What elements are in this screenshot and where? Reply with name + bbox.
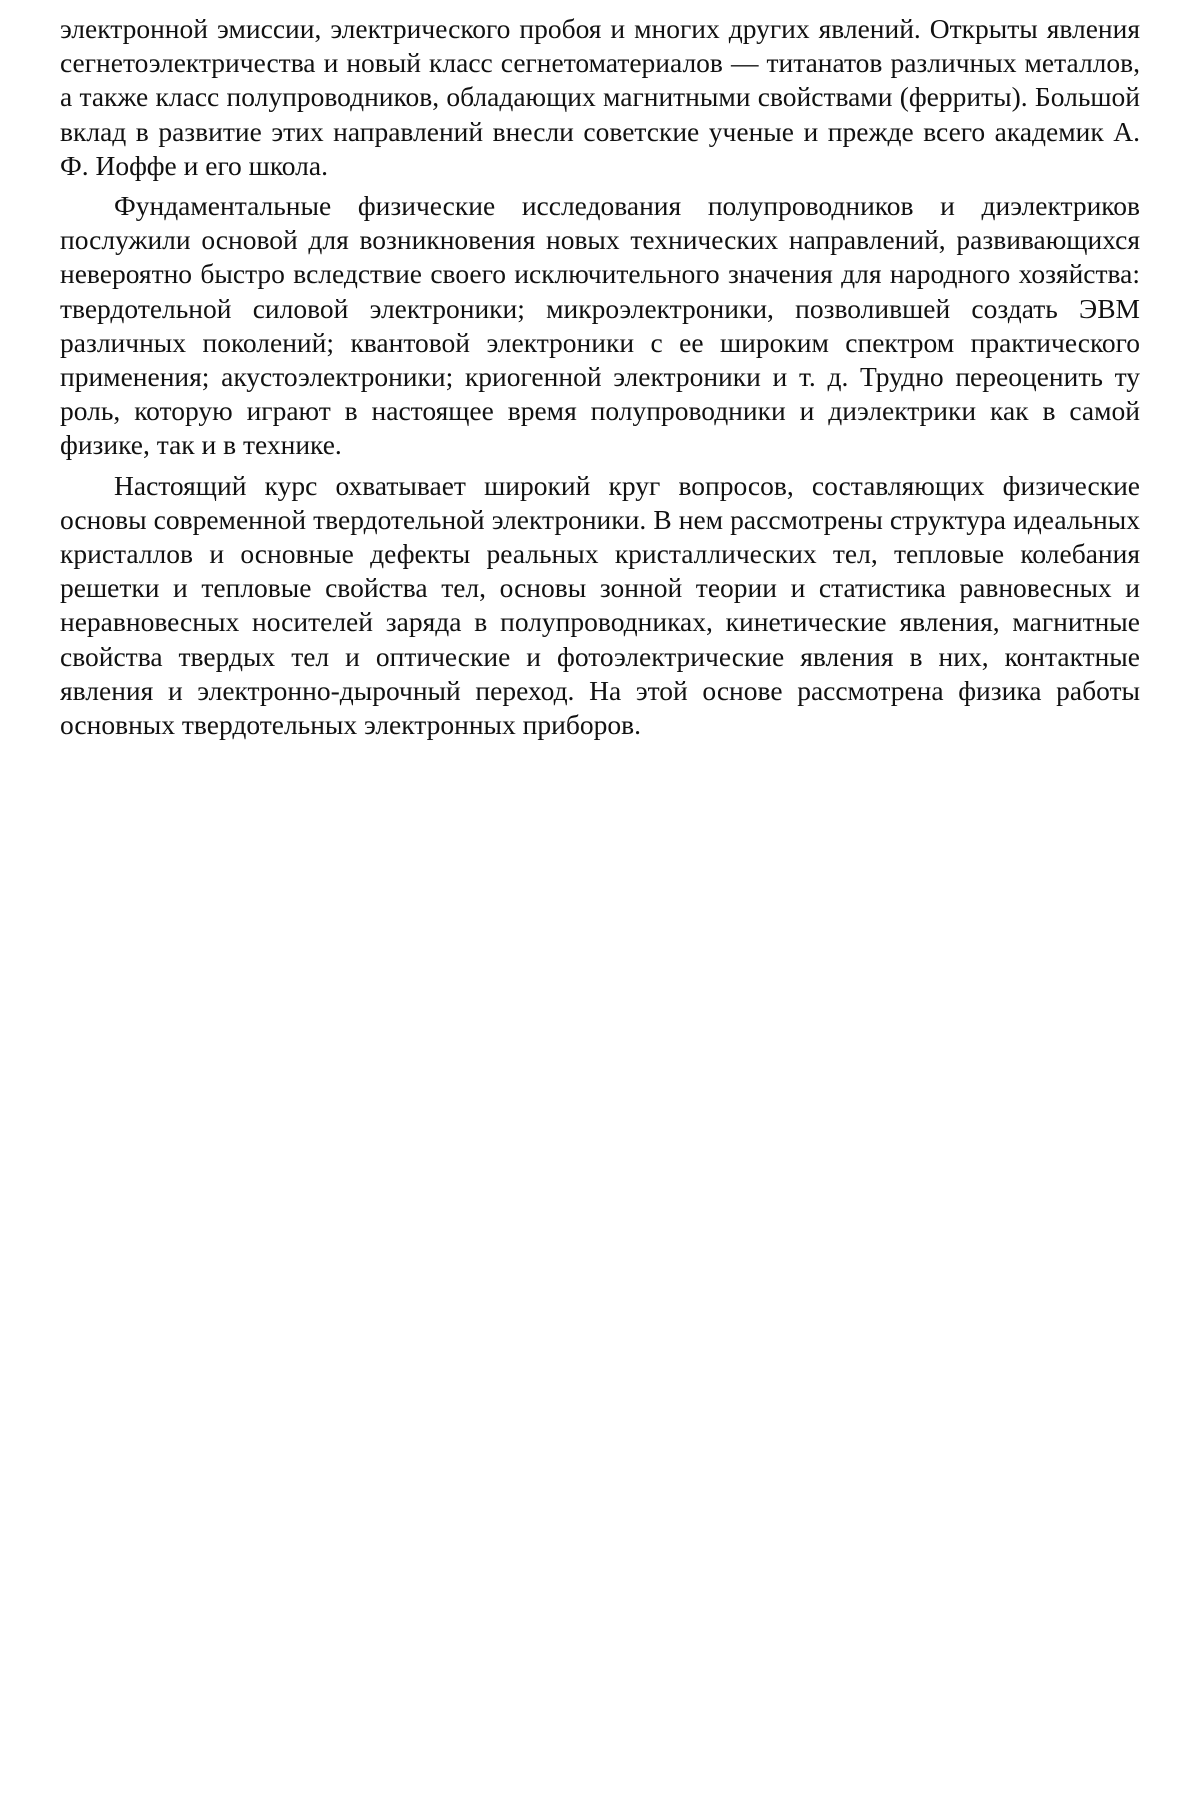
paragraph-course-overview: Настоящий курс охватывает широкий круг вопросов, составляющих физические основы современной твердотельной электроники. В нем рассмотрены структура идеальных кристаллов и основные дефекты реальных кристаллических тел, тепловые колебания решетки и тепловые свойства тел, основы зонной теории и статистика равновесных и неравновесных носителей заряда в полупроводниках, кинетические явления, магнитные свойства твердых тел и оптические и фотоэлектрические явления в них, контактные явления и электронно-дырочный переход. На этой основе рассмотрена физика работы основных твердотельных электронных приборов. [60,469,1140,741]
paragraph-fundamental-research: Фундаментальные физические исследования полупроводников и диэлектриков послужили основой для возникновения новых технических направлений, развивающихся невероятно быстро вследствие своего исключительного значения для народного хозяйства: твердотельной силовой электроники; микроэлектроники, позволившей создать ЭВМ различных поколений; квантовой электроники с ее широким спектром практического применения; акустоэлектроники; криогенной электроники и т. д. Трудно переоценить ту роль, которую играют в настоящее время полупроводники и диэлектрики как в самой физике, так и в технике. [60,190,1140,461]
paragraph-continuation: электронной эмиссии, электрического пробоя и многих других явлений. Открыты явления сегнетоэлектричества и новый класс сегнетоматериалов — титанатов различных металлов, а также класс полупроводников, обладающих магнитными свойствами (ферриты). Большой вклад в развитие этих направлений внесли советские ученые и прежде всего академик А. Ф. Иоффе и его школа. [60,13,1140,181]
document-page [60,12,1140,742]
